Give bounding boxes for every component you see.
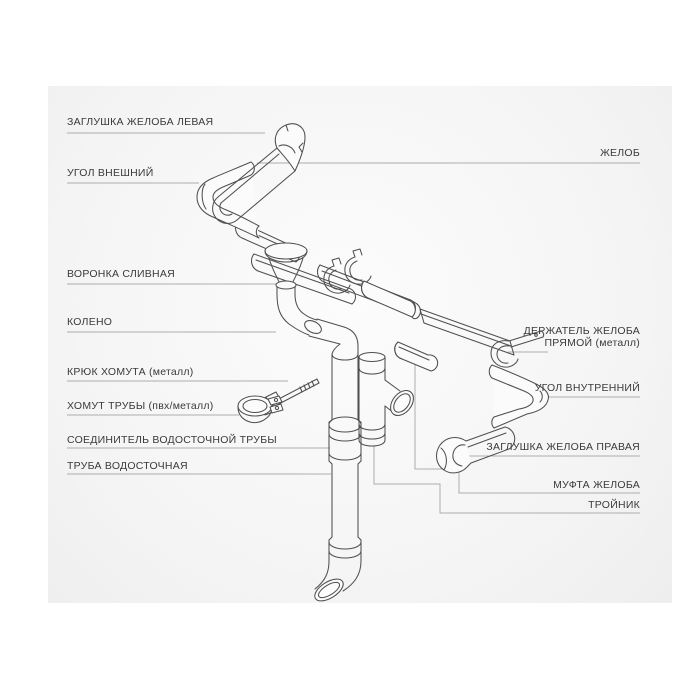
- label-voronka-slivnaya: ВОРОНКА СЛИВНАЯ: [67, 268, 175, 280]
- label-koleno: КОЛЕНО: [67, 316, 113, 328]
- label-soedinitel-vodostochnoy-truby: СОЕДИНИТЕЛЬ ВОДОСТОЧНОЙ ТРУБЫ: [67, 434, 277, 446]
- part-downpipe: [311, 354, 361, 605]
- part-tee: [359, 353, 418, 447]
- label-derzhatel-line2: ПРЯМОЙ (металл): [544, 337, 640, 349]
- label-ugol-vneshniy: УГОЛ ВНЕШНИЙ: [67, 167, 154, 179]
- part-pipe-connector: [329, 417, 361, 464]
- label-zaglushka-zheloba-pravaya: ЗАГЛУШКА ЖЕЛОБА ПРАВАЯ: [486, 441, 640, 453]
- label-derzhatel-line1: ДЕРЖАТЕЛЬ ЖЕЛОБА: [523, 325, 640, 337]
- label-mufta-zheloba: МУФТА ЖЕЛОБА: [553, 479, 640, 491]
- label-kryuk-khomuta: КРЮК ХОМУТА (металл): [67, 366, 194, 378]
- part-pipe-clamp: [238, 396, 283, 423]
- label-khomut-truby: ХОМУТ ТРУБЫ (пвх/металл): [67, 400, 214, 412]
- part-outlet-elbow: [311, 561, 361, 605]
- label-zhelob: ЖЕЛОБ: [600, 147, 640, 159]
- part-gutter-bracket: [345, 249, 371, 284]
- part-elbow: [277, 294, 358, 360]
- label-zaglushka-zheloba-levaya: ЗАГЛУШКА ЖЕЛОБА ЛЕВАЯ: [67, 116, 214, 128]
- label-derzhatel-zheloba-pryamoy: [524, 325, 640, 349]
- label-troynik: ТРОЙНИК: [588, 499, 640, 511]
- part-inner-corner: [489, 365, 548, 428]
- label-ugol-vnutrenniy: УГОЛ ВНУТРЕННИЙ: [534, 382, 640, 394]
- leader-lines: [67, 133, 640, 513]
- label-truba-vodostochnaya: ТРУБА ВОДОСТОЧНАЯ: [67, 460, 188, 472]
- part-outer-corner: [197, 162, 259, 238]
- part-gutter-union: [395, 342, 438, 371]
